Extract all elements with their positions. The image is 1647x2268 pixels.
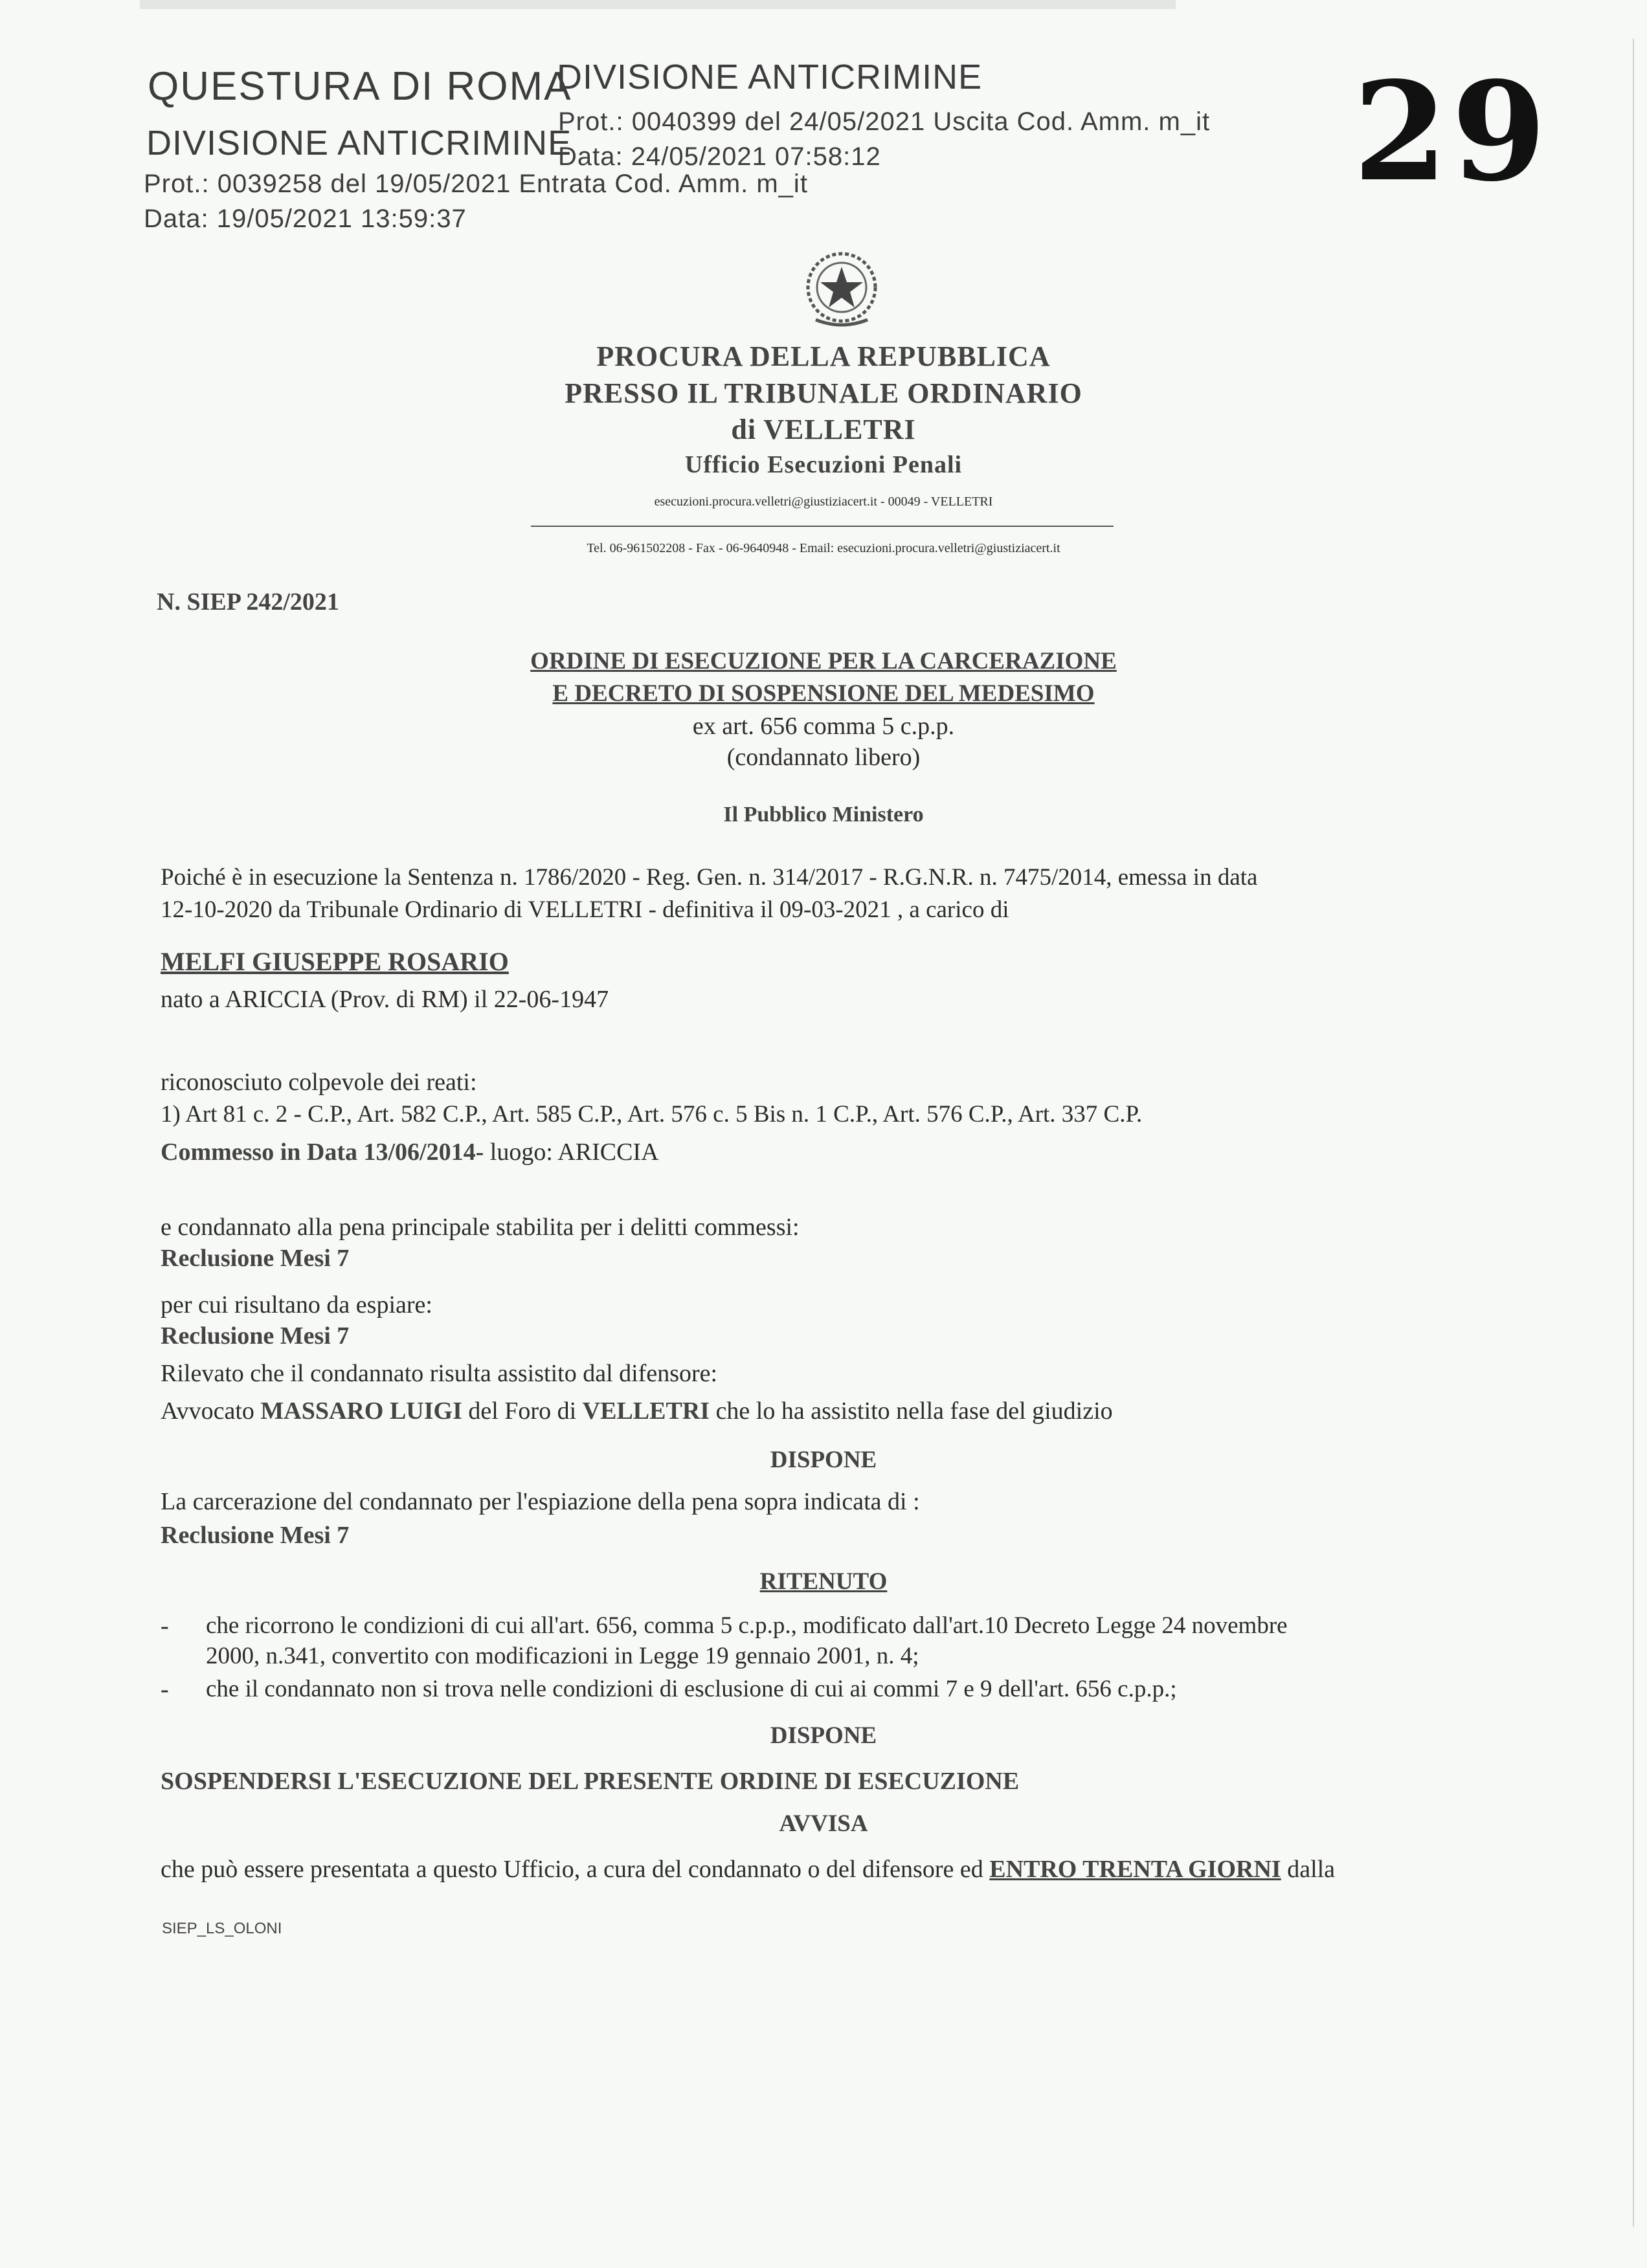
footer-code: SIEP_LS_OLONI bbox=[162, 1920, 282, 1937]
header-line1: PROCURA DELLA REPUBBLICA bbox=[596, 340, 1051, 372]
header-office: Ufficio Esecuzioni Penali bbox=[684, 451, 963, 478]
last-line-deadline: ENTRO TRENTA GIORNI bbox=[989, 1856, 1281, 1883]
convict-birth: nato a ARICCIA (Prov. di RM) il 22-06-1947 bbox=[161, 986, 609, 1013]
penalty-principal: Reclusione Mesi 7 bbox=[161, 1245, 350, 1272]
header-line3: di VELLETRI bbox=[731, 414, 916, 445]
to-serve-label: per cui risultano da espiare: bbox=[161, 1291, 432, 1318]
lawyer-mid: del Foro di bbox=[468, 1397, 577, 1425]
doc-title-line2: E DECRETO DI SOSPENSIONE DEL MEDESIMO bbox=[552, 680, 1095, 707]
sospendersi-text: SOSPENDERSI L'ESECUZIONE DEL PRESENTE ORDINE DI ESECUZIONE bbox=[161, 1768, 1020, 1795]
stamp-questura-date: Data: 19/05/2021 13:59:37 bbox=[144, 205, 467, 233]
bullet-dash: - bbox=[161, 1612, 169, 1640]
penalty-carcerazione: Reclusione Mesi 7 bbox=[161, 1522, 350, 1549]
dispone-heading-2: DISPONE bbox=[770, 1722, 877, 1749]
doc-title-line1: ORDINE DI ESECUZIONE PER LA CARCERAZIONE bbox=[530, 648, 1117, 674]
committed-place: - luogo: ARICCIA bbox=[475, 1139, 659, 1166]
scan-edge-top bbox=[140, 0, 1176, 9]
para1-line1: Poiché è in esecuzione la Sentenza n. 1786/2020 - Reg. Gen. n. 314/2017 - R.G.N.R. n. 7475/2014, emessa in data bbox=[161, 864, 1258, 891]
sentenced-label: e condannato alla pena principale stabilita per i delitti commessi: bbox=[161, 1214, 800, 1241]
doc-title-line4: (condannato libero) bbox=[726, 744, 921, 771]
penalty-to-serve: Reclusione Mesi 7 bbox=[161, 1322, 350, 1350]
bullet-2-text: che il condannato non si trova nelle condizioni di esclusione di cui ai commi 7 e 9 dell'art. 656 c.p.p.; bbox=[206, 1676, 1177, 1702]
carcerazione-text: La carcerazione del condannato per l'espiazione della pena sopra indicata di : bbox=[161, 1488, 920, 1515]
siep-number: N. SIEP 242/2021 bbox=[157, 588, 339, 616]
last-line-c: dalla bbox=[1287, 1856, 1336, 1883]
lawyer-name: MASSARO LUIGI bbox=[260, 1397, 462, 1425]
para1-line2: 12-10-2020 da Tribunale Ordinario di VELLETRI - definitiva il 09-03-2021 , a carico di bbox=[161, 896, 1009, 923]
last-line-a: che può essere presentata a questo Ufficio, a cura del condannato o del difensore ed bbox=[161, 1856, 983, 1883]
lawyer-foro: VELLETRI bbox=[582, 1397, 710, 1425]
crimes-list: 1) Art 81 c. 2 - C.P., Art. 582 C.P., Art. 585 C.P., Art. 576 c. 5 Bis n. 1 C.P., Art. 576 C.P., Art. 337 C.P. bbox=[161, 1101, 1143, 1128]
ritenuto-bullet-2 bbox=[161, 1675, 1520, 1703]
lawyer-prefix: Avvocato bbox=[161, 1397, 254, 1425]
dispone-heading-1: DISPONE bbox=[770, 1447, 877, 1473]
stamp-division-prot: Prot.: 0040399 del 24/05/2021 Uscita Cod. Amm. m_it bbox=[558, 107, 1211, 136]
avvisa-heading: AVVISA bbox=[779, 1810, 868, 1837]
pm-heading: Il Pubblico Ministero bbox=[723, 803, 924, 827]
header-divider bbox=[531, 526, 1114, 527]
ritenuto-bullet-1 bbox=[161, 1612, 1520, 1670]
bullet-dash: - bbox=[161, 1676, 169, 1703]
assisted-label: Rilevato che il condannato risulta assistito dal difensore: bbox=[161, 1360, 718, 1387]
last-line bbox=[161, 1855, 1335, 1884]
doc-title-line3: ex art. 656 comma 5 c.p.p. bbox=[692, 713, 955, 740]
stamp-questura-prot: Prot.: 0039258 del 19/05/2021 Entrata Cod. Amm. m_it bbox=[144, 170, 808, 198]
ritenuto-heading: RITENUTO bbox=[759, 1568, 888, 1595]
header-email: esecuzioni.procura.velletri@giustiziacert.it - 00049 - VELLETRI bbox=[654, 495, 993, 509]
lawyer-suffix: che lo ha assistito nella fase del giudizio bbox=[715, 1397, 1113, 1425]
convict-name: MELFI GIUSEPPE ROSARIO bbox=[161, 947, 509, 976]
page-number: 29 bbox=[1353, 52, 1551, 212]
stamp-questura-division: DIVISIONE ANTICRIMINE bbox=[146, 124, 572, 162]
stamp-questura-title: QUESTURA DI ROMA bbox=[148, 64, 572, 109]
stamp-division-title: DIVISIONE ANTICRIMINE bbox=[557, 58, 983, 96]
header-line2: PRESSO IL TRIBUNALE ORDINARIO bbox=[565, 377, 1082, 409]
header-contacts: Tel. 06-961502208 - Fax - 06-9640948 - Email: esecuzioni.procura.velletri@giustiziacert.it bbox=[587, 541, 1060, 555]
scan-edge-right bbox=[1633, 39, 1634, 2227]
bullet-1-line2: 2000, n.341, convertito con modificazioni in Legge 19 gennaio 2001, n. 4; bbox=[206, 1643, 919, 1669]
stamp-division-date: Data: 24/05/2021 07:58:12 bbox=[558, 142, 881, 171]
emblem-icon bbox=[803, 247, 880, 331]
lawyer-line bbox=[161, 1397, 1113, 1425]
committed-date: Commesso in Data 13/06/2014 bbox=[161, 1139, 476, 1166]
guilty-label: riconosciuto colpevole dei reati: bbox=[161, 1069, 477, 1096]
committed-line bbox=[161, 1138, 659, 1166]
bullet-1-line1: che ricorrono le condizioni di cui all'art. 656, comma 5 c.p.p., modificato dall'art.10 Decreto Legge 24 novembre bbox=[206, 1612, 1288, 1639]
